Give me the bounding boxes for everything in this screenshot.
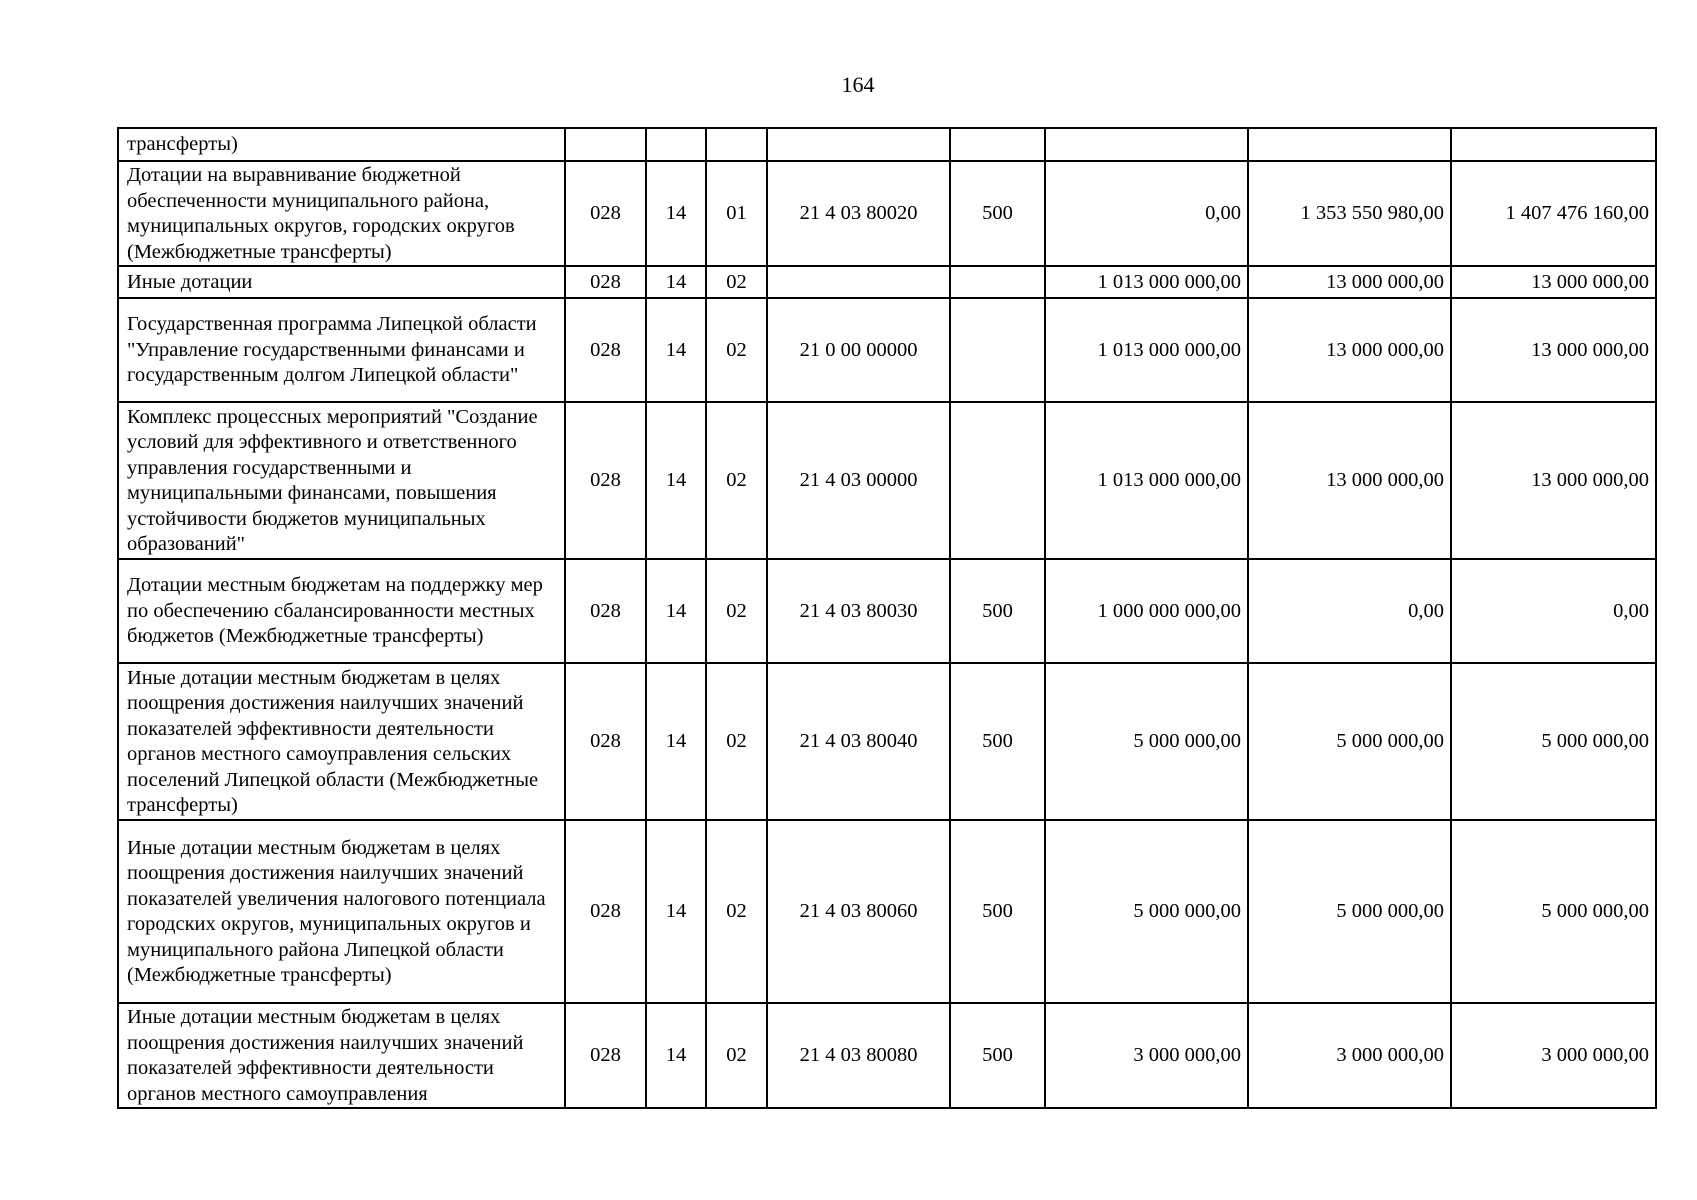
target-article-code xyxy=(767,128,950,161)
row-name: Комплекс процессных мероприятий "Создание условий для эффективного и ответственного управления государственными и муниципальными финансами, повышения устойчивости бюджетов муниципальных образований" xyxy=(118,402,565,559)
expense-type-code: 500 xyxy=(950,663,1045,820)
grbs-code: 028 xyxy=(565,266,646,298)
budget-table xyxy=(117,127,1657,1109)
expense-type-code xyxy=(950,402,1045,559)
table-row xyxy=(118,402,1656,559)
amount-year-2: 13 000 000,00 xyxy=(1248,266,1451,298)
amount-year-3: 3 000 000,00 xyxy=(1451,1003,1656,1108)
grbs-code: 028 xyxy=(565,161,646,266)
expense-type-code: 500 xyxy=(950,820,1045,1003)
target-article-code: 21 4 03 80040 xyxy=(767,663,950,820)
section-code: 14 xyxy=(646,298,706,402)
row-name: Иные дотации местным бюджетам в целях поощрения достижения наилучших значений показателей эффективности деятельности органов местного самоуправления сельских поселений Липецкой области (Межбюджетные трансферты) xyxy=(118,663,565,820)
amount-year-1: 5 000 000,00 xyxy=(1045,663,1248,820)
amount-year-1: 1 013 000 000,00 xyxy=(1045,298,1248,402)
table-row xyxy=(118,128,1656,161)
row-name: трансферты) xyxy=(118,128,565,161)
section-code: 14 xyxy=(646,663,706,820)
row-name: Дотации местным бюджетам на поддержку мер по обеспечению сбалансированности местных бюджетов (Межбюджетные трансферты) xyxy=(118,559,565,663)
table-row xyxy=(118,1003,1656,1108)
table-row xyxy=(118,820,1656,1003)
subsection-code: 02 xyxy=(706,298,767,402)
target-article-code: 21 4 03 80080 xyxy=(767,1003,950,1108)
subsection-code: 02 xyxy=(706,820,767,1003)
amount-year-1: 1 013 000 000,00 xyxy=(1045,266,1248,298)
section-code: 14 xyxy=(646,1003,706,1108)
target-article-code: 21 4 03 80060 xyxy=(767,820,950,1003)
expense-type-code xyxy=(950,128,1045,161)
amount-year-2 xyxy=(1248,128,1451,161)
expense-type-code xyxy=(950,266,1045,298)
subsection-code: 02 xyxy=(706,559,767,663)
amount-year-1: 5 000 000,00 xyxy=(1045,820,1248,1003)
table-row xyxy=(118,559,1656,663)
amount-year-1: 3 000 000,00 xyxy=(1045,1003,1248,1108)
expense-type-code: 500 xyxy=(950,559,1045,663)
amount-year-1: 0,00 xyxy=(1045,161,1248,266)
subsection-code: 02 xyxy=(706,402,767,559)
amount-year-3 xyxy=(1451,128,1656,161)
amount-year-3: 13 000 000,00 xyxy=(1451,402,1656,559)
amount-year-2: 3 000 000,00 xyxy=(1248,1003,1451,1108)
section-code xyxy=(646,128,706,161)
amount-year-3: 5 000 000,00 xyxy=(1451,820,1656,1003)
amount-year-2: 1 353 550 980,00 xyxy=(1248,161,1451,266)
section-code: 14 xyxy=(646,266,706,298)
expense-type-code: 500 xyxy=(950,161,1045,266)
row-name: Иные дотации местным бюджетам в целях поощрения достижения наилучших значений показателей эффективности деятельности органов местного самоуправления xyxy=(118,1003,565,1108)
target-article-code: 21 4 03 80020 xyxy=(767,161,950,266)
target-article-code xyxy=(767,266,950,298)
table-row xyxy=(118,663,1656,820)
subsection-code xyxy=(706,128,767,161)
section-code: 14 xyxy=(646,820,706,1003)
amount-year-2: 13 000 000,00 xyxy=(1248,298,1451,402)
row-name: Дотации на выравнивание бюджетной обеспеченности муниципального района, муниципальных округов, городских округов (Межбюджетные трансферты) xyxy=(118,161,565,266)
section-code: 14 xyxy=(646,402,706,559)
row-name: Иные дотации xyxy=(118,266,565,298)
amount-year-3: 1 407 476 160,00 xyxy=(1451,161,1656,266)
grbs-code: 028 xyxy=(565,559,646,663)
grbs-code: 028 xyxy=(565,298,646,402)
subsection-code: 02 xyxy=(706,1003,767,1108)
amount-year-3: 0,00 xyxy=(1451,559,1656,663)
amount-year-1: 1 013 000 000,00 xyxy=(1045,402,1248,559)
row-name: Иные дотации местным бюджетам в целях поощрения достижения наилучших значений показателей увеличения налогового потенциала городских округов, муниципальных округов и муниципального района Липецкой области (Межбюджетные трансферты) xyxy=(118,820,565,1003)
expense-type-code xyxy=(950,298,1045,402)
target-article-code: 21 4 03 00000 xyxy=(767,402,950,559)
row-name: Государственная программа Липецкой области "Управление государственными финансами и государственным долгом Липецкой области" xyxy=(118,298,565,402)
grbs-code xyxy=(565,128,646,161)
grbs-code: 028 xyxy=(565,1003,646,1108)
grbs-code: 028 xyxy=(565,402,646,559)
subsection-code: 02 xyxy=(706,663,767,820)
grbs-code: 028 xyxy=(565,663,646,820)
amount-year-3: 5 000 000,00 xyxy=(1451,663,1656,820)
amount-year-3: 13 000 000,00 xyxy=(1451,266,1656,298)
amount-year-1 xyxy=(1045,128,1248,161)
grbs-code: 028 xyxy=(565,820,646,1003)
target-article-code: 21 4 03 80030 xyxy=(767,559,950,663)
amount-year-2: 5 000 000,00 xyxy=(1248,820,1451,1003)
amount-year-3: 13 000 000,00 xyxy=(1451,298,1656,402)
table-row xyxy=(118,298,1656,402)
amount-year-2: 13 000 000,00 xyxy=(1248,402,1451,559)
section-code: 14 xyxy=(646,559,706,663)
amount-year-2: 0,00 xyxy=(1248,559,1451,663)
amount-year-2: 5 000 000,00 xyxy=(1248,663,1451,820)
amount-year-1: 1 000 000 000,00 xyxy=(1045,559,1248,663)
subsection-code: 02 xyxy=(706,266,767,298)
section-code: 14 xyxy=(646,161,706,266)
page-number: 164 xyxy=(841,72,875,97)
expense-type-code: 500 xyxy=(950,1003,1045,1108)
table-row xyxy=(118,161,1656,266)
subsection-code: 01 xyxy=(706,161,767,266)
target-article-code: 21 0 00 00000 xyxy=(767,298,950,402)
table-row xyxy=(118,266,1656,298)
